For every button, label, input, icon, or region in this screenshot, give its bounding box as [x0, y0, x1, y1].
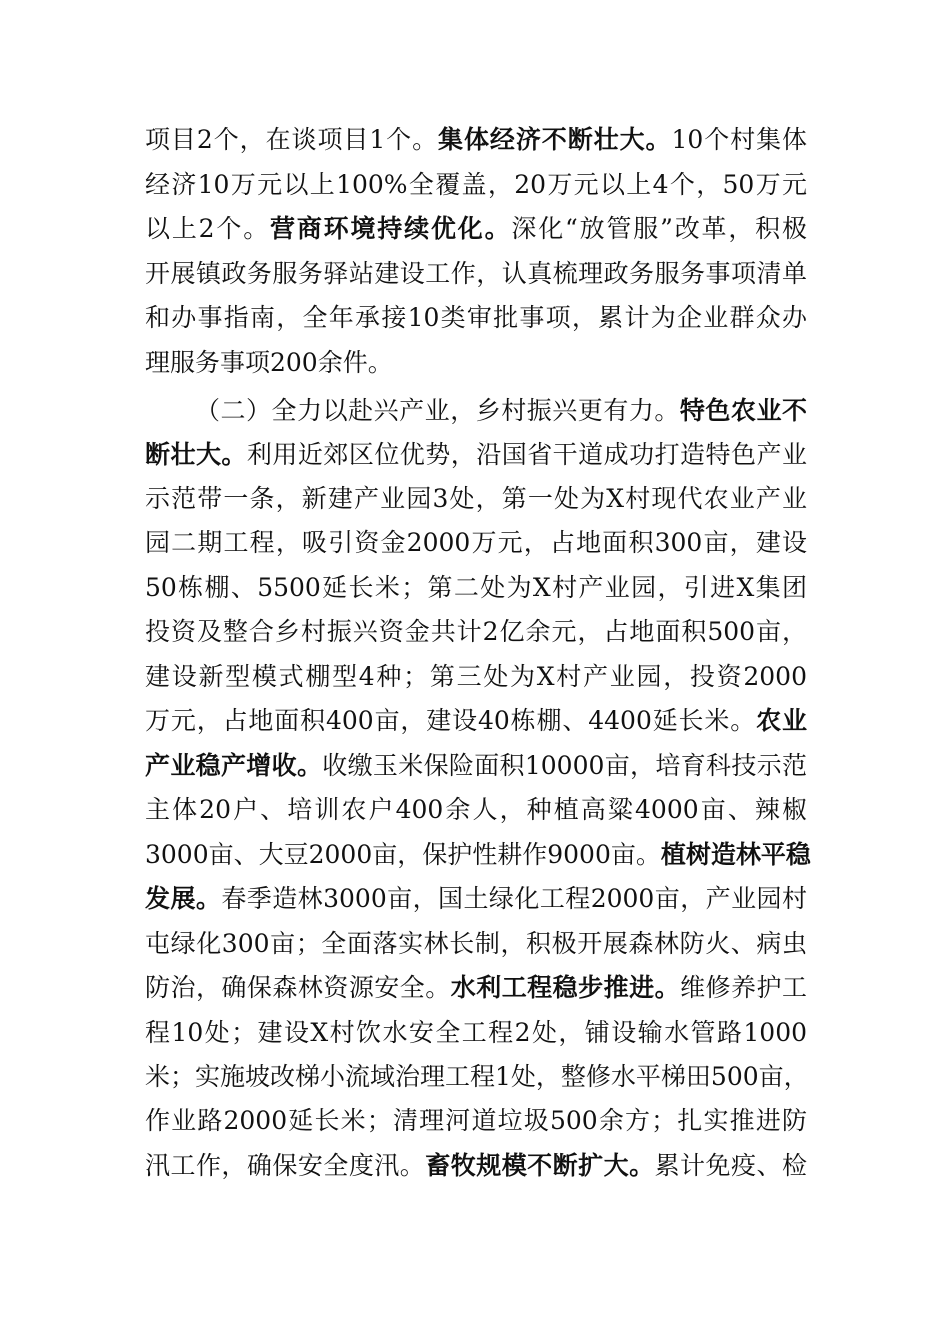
- text-run: 春季造林3000亩，国土绿化工程2000亩，产业园村: [221, 884, 807, 913]
- text-line: [145, 1011, 807, 1055]
- text-run: 万元，占地面积400亩，建设40栋棚、4400延长米。: [145, 706, 757, 735]
- bold-heading: 断壮大。: [145, 440, 247, 469]
- section-heading: （二）全力以赴兴产业，乡村振兴更有力。: [195, 396, 680, 425]
- bold-heading: 畜牧规模不断扩大。: [425, 1151, 655, 1180]
- text-line: [145, 477, 807, 521]
- text-run: 开展镇政务服务驿站建设工作，认真梳理政务服务事项清单: [145, 259, 807, 288]
- text-run: 以上2个。: [145, 214, 271, 243]
- text-run: 示范带一条，新建产业园3处，第一处为X村现代农业产业: [145, 484, 807, 513]
- text-line: [145, 744, 807, 788]
- text-line: [145, 566, 807, 610]
- text-line: [145, 296, 807, 340]
- bold-heading: 水利工程稳步推进。: [450, 973, 681, 1002]
- text-run: 维修养护工: [680, 973, 807, 1002]
- bold-heading: 农业: [756, 706, 807, 735]
- text-line: [145, 966, 807, 1010]
- text-run: 项目2个，在谈项目1个。: [145, 125, 439, 154]
- section-heading-line: [195, 389, 807, 433]
- text-run: 10个村集体: [671, 125, 808, 154]
- text-run: 利用近郊区位优势，沿国省干道成功打造特色产业: [246, 440, 807, 469]
- text-run: 投资及整合乡村振兴资金共计2亿余元，占地面积500亩，: [145, 617, 807, 646]
- text-line: [145, 1144, 807, 1188]
- text-run: 深化“放管服”改革，积极: [511, 214, 807, 243]
- bold-heading: 发展。: [145, 884, 222, 913]
- text-line: [145, 788, 807, 832]
- text-line: [145, 655, 807, 699]
- text-line: [145, 922, 807, 966]
- text-run: 建设新型模式棚型4种；第三处为X村产业园，投资2000: [145, 662, 807, 691]
- text-run: 累计免疫、检: [654, 1151, 807, 1180]
- text-run: 屯绿化300亩；全面落实林长制，积极开展森林防火、病虫: [145, 929, 807, 958]
- bold-heading: 特色农业不: [679, 396, 807, 425]
- bold-heading: 营商环境持续优化。: [270, 214, 512, 243]
- bold-heading: 植树造林平稳: [660, 840, 811, 869]
- text-line: [145, 207, 807, 251]
- text-run: 防治，确保森林资源安全。: [145, 973, 451, 1002]
- text-line: [145, 341, 807, 385]
- text-line: [145, 521, 807, 565]
- text-run: 50栋棚、5500延长米；第二处为X村产业园，引进X集团: [145, 573, 807, 602]
- text-run: 作业路2000延长米；清理河道垃圾500余方；扎实推进防: [145, 1106, 807, 1135]
- text-run: 3000亩、大豆2000亩，保护性耕作9000亩。: [145, 840, 661, 869]
- bold-heading: 产业稳产增收。: [145, 751, 323, 780]
- text-run: 收缴玉米保险面积10000亩，培育科技示范: [322, 751, 807, 780]
- text-line: [145, 252, 807, 296]
- text-line: [145, 118, 807, 162]
- text-run: 理服务事项200余件。: [145, 348, 393, 377]
- text-run: 经济10万元以上100%全覆盖，20万元以上4个，50万元: [145, 170, 807, 199]
- text-line: [145, 877, 807, 921]
- bold-heading: 集体经济不断壮大。: [438, 125, 672, 154]
- text-line: [145, 833, 811, 877]
- text-run: 汛工作，确保安全度汛。: [145, 1151, 426, 1180]
- text-line: [145, 1055, 807, 1099]
- text-line: [145, 163, 807, 207]
- text-run: 程10处；建设X村饮水安全工程2处，铺设输水管路1000: [145, 1018, 807, 1047]
- text-run: 园二期工程，吸引资金2000万元，占地面积300亩，建设: [145, 528, 807, 557]
- text-line: [145, 610, 807, 654]
- text-line: [145, 699, 807, 743]
- text-line: [145, 1099, 807, 1143]
- text-line: [145, 433, 807, 477]
- text-run: 米；实施坡改梯小流域治理工程1处，整修水平梯田500亩，: [145, 1062, 809, 1091]
- text-run: 和办事指南，全年承接10类审批事项，累计为企业群众办: [145, 303, 807, 332]
- text-run: 主体20户、培训农户400余人，种植高粱4000亩、辣椒: [145, 795, 807, 824]
